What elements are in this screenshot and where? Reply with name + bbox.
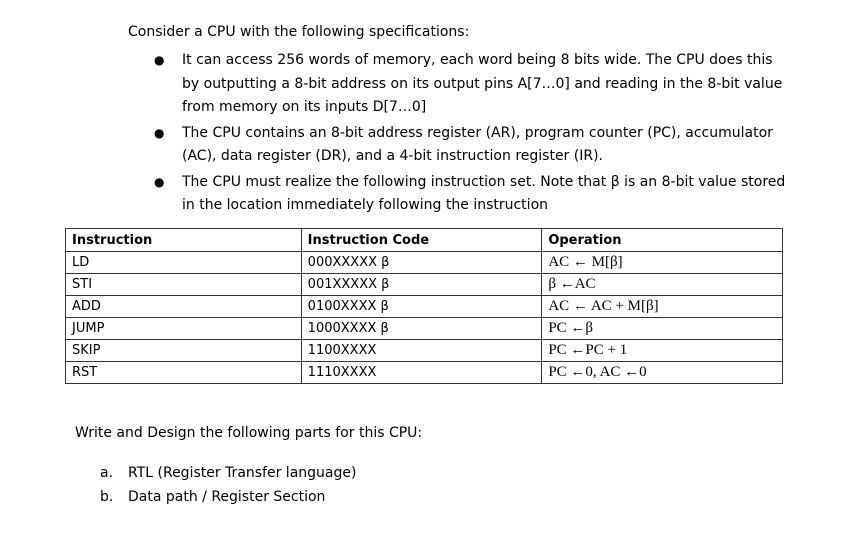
table-row	[66, 362, 783, 384]
list-marker: b.	[100, 489, 114, 505]
instruction-cell: RST	[66, 362, 302, 384]
table-row	[66, 252, 783, 274]
instruction-cell: LD	[66, 252, 302, 274]
parts-list	[100, 461, 356, 509]
header-instruction-code: Instruction Code	[301, 229, 542, 252]
header-operation: Operation	[542, 229, 783, 252]
table-row	[66, 318, 783, 340]
spec-bullet-text: The CPU must realize the following instruction set. Note that β is an 8-bit value stored in the location immediately following the instruction	[182, 173, 786, 213]
instruction-set-table	[65, 228, 783, 384]
list-item-text: RTL (Register Transfer language)	[128, 465, 357, 481]
operation-cell: AC ← M[β]	[542, 252, 783, 274]
operation-cell: AC ← AC + M[β]	[542, 296, 783, 318]
code-cell: 001XXXXX β	[301, 274, 542, 296]
code-cell: 0100XXXX β	[301, 296, 542, 318]
instruction-cell: ADD	[66, 296, 302, 318]
instruction-cell: SKIP	[66, 340, 302, 362]
bullet-icon: ●	[154, 53, 165, 67]
spec-bullet	[150, 49, 790, 120]
table-row	[66, 340, 783, 362]
operation-cell: PC ←PC + 1	[542, 340, 783, 362]
operation-cell: PC ←β	[542, 318, 783, 340]
list-item	[100, 485, 356, 509]
spec-bullet-text: It can access 256 words of memory, each word being 8 bits wide. The CPU does this by outputting a 8-bit address on its output pins A[7…0] and reading in the 8-bit value from memory on its inputs D[7…0]	[182, 52, 783, 115]
spec-bullet-list	[150, 49, 790, 220]
spec-bullet-text: The CPU contains an 8-bit address register (AR), program counter (PC), accumulator (AC), data register (DR), and a 4-bit instruction register (IR).	[182, 124, 773, 164]
list-marker: a.	[100, 465, 114, 481]
header-instruction: Instruction	[66, 229, 302, 252]
list-item	[100, 461, 356, 485]
code-cell: 1000XXXX β	[301, 318, 542, 340]
code-cell: 1100XXXX	[301, 340, 542, 362]
code-cell: 000XXXXX β	[301, 252, 542, 274]
spec-bullet	[150, 122, 790, 169]
spec-bullet	[150, 171, 790, 218]
code-cell: 1110XXXX	[301, 362, 542, 384]
table-row	[66, 274, 783, 296]
instruction-cell: JUMP	[66, 318, 302, 340]
operation-cell: β ←AC	[542, 274, 783, 296]
operation-cell: PC ←0, AC ←0	[542, 362, 783, 384]
task-text: Write and Design the following parts for this CPU:	[75, 425, 423, 441]
list-item-text: Data path / Register Section	[128, 489, 326, 505]
instruction-cell: STI	[66, 274, 302, 296]
bullet-icon: ●	[154, 174, 165, 189]
intro-text: Consider a CPU with the following specifications:	[128, 24, 470, 40]
table-header-row	[66, 229, 783, 252]
bullet-icon: ●	[154, 125, 165, 140]
table-row	[66, 296, 783, 318]
